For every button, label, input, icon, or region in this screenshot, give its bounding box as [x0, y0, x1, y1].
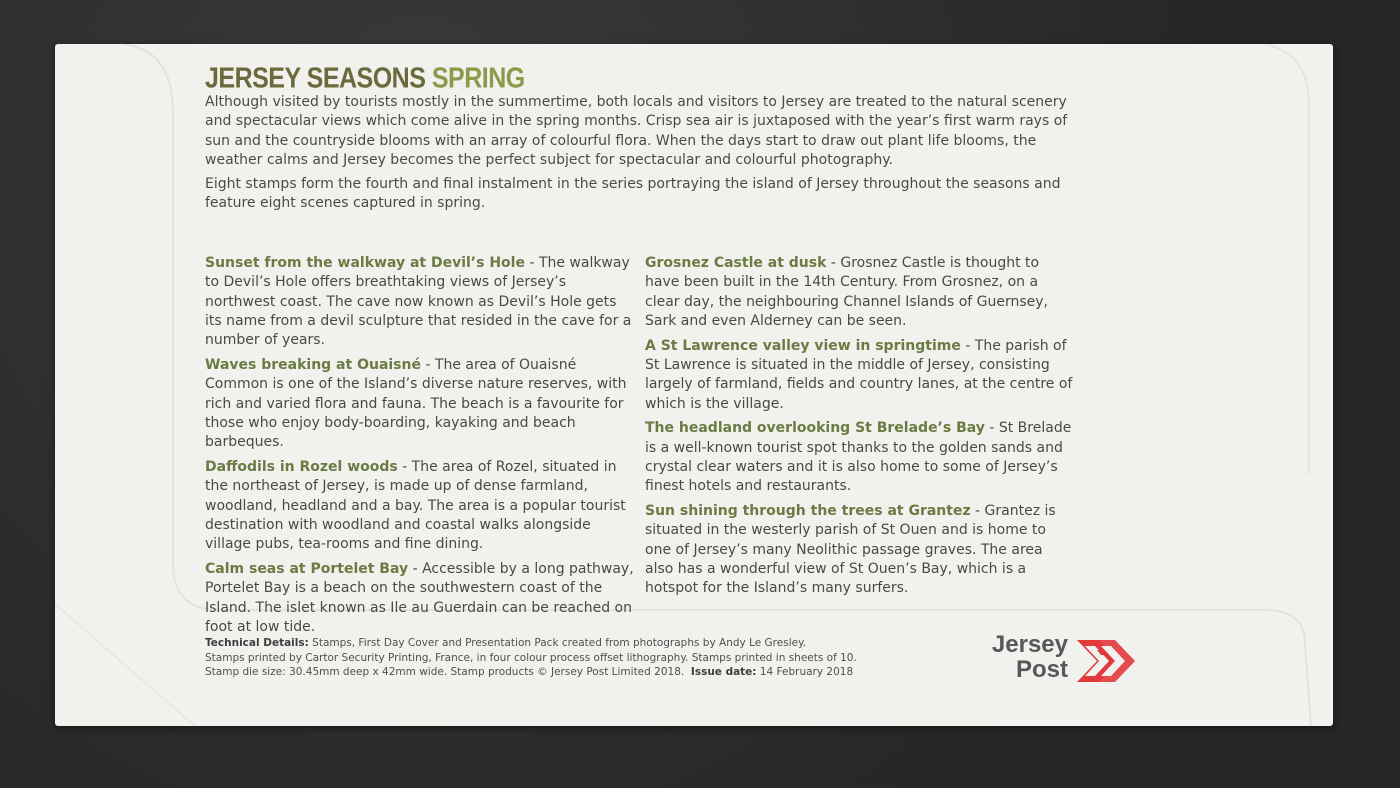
technical-details [205, 636, 905, 680]
logo-line-2: Post [1015, 656, 1068, 683]
technical-text: Stamp die size: 30.45mm deep x 42mm wide. Stamp products © Jersey Post Limited 2018. [205, 666, 685, 678]
double-chevron-arrow-icon [1075, 638, 1137, 684]
logo-line-1: Jersey [991, 631, 1068, 658]
technical-label: Technical Details: [205, 637, 309, 649]
technical-line-1 [205, 636, 905, 651]
stamp-text: - The area of Rozel, situated in the northeast of Jersey, is made up of dense farmland, woodland, headland and a bay. The area is a popular tourist destination with woodland and coastal walks alongside village pubs, tea-rooms and fine dining. [205, 458, 626, 553]
stamp-column-right [645, 254, 1075, 604]
technical-line-2: Stamps printed by Cartor Security Printing, France, in four colour process offset lithography. Stamps printed in sheets of 10. [205, 651, 857, 664]
stamp-text: - Grantez is situated in the westerly parish of St Ouen and is home to one of Jersey’s many Neolithic passage graves. The area also has a wonderful view of St Ouen’s Bay, which is a hotspot for the Island’s many surfers. [645, 503, 1056, 597]
issue-date-label: Issue date: [690, 666, 757, 678]
stamp-description [205, 254, 635, 350]
jersey-post-logo [983, 632, 1143, 690]
stamp-description [645, 419, 1075, 496]
stamp-column-left [205, 254, 635, 643]
stamp-text: - Accessible by a long pathway, Portelet Bay is a beach on the southwestern coast of the Island. The islet known as Ile au Guerdain can be reached on foot at low tide. [205, 560, 634, 635]
stamp-text: - Grosnez Castle is thought to have been built in the 14th Century. From Grosnez, on a clear day, the neighbouring Channel Islands of Guernsey, Sark and even Alderney can be seen. [645, 255, 1049, 329]
intro-paragraph-1: Although visited by tourists mostly in the summertime, both locals and visitors to Jersey are treated to the natural scenery and spectacular views which come alive in the spring months. Crisp sea air is juxtaposed with the year’s first warm rays of sun and the countryside blooms with an array of colourful flora. When the days start to draw out plant life blooms, the weather calms and Jersey becomes the perfect subject for spectacular and colourful photography. [205, 94, 1068, 168]
stamp-heading: Daffodils in Rozel woods [205, 458, 398, 475]
stamp-heading: Sun shining through the trees at Grantez [645, 503, 971, 520]
stamp-heading: The headland overlooking St Brelade’s Bay [645, 420, 985, 437]
main-text-block [205, 62, 1085, 635]
stamp-heading: Grosnez Castle at dusk [645, 255, 827, 271]
page-title [205, 62, 1085, 95]
stamp-description [205, 560, 635, 637]
stamp-text: - The walkway to Devil’s Hole offers breathtaking views of Jersey’s northwest coast. The cave now known as Devil’s Hole gets its name from a devil sculpture that resided in the cave for a number of years. [205, 255, 632, 349]
stamp-text: - The parish of St Lawrence is situated in the middle of Jersey, consisting largely of farmland, fields and country lanes, at the centre of which is the village. [645, 337, 1073, 412]
technical-text: Stamps, First Day Cover and Presentation Pack created from photographs by Andy Le Gresley. [308, 637, 807, 649]
stamp-description [645, 337, 1075, 414]
stamp-text: - St Brelade is a well-known tourist spot thanks to the golden sands and crystal clear waters and it is also home to some of Jersey’s finest hotels and restaurants. [645, 420, 1072, 495]
issue-date: 14 February 2018 [756, 666, 854, 678]
envelope-back [55, 44, 1333, 726]
title-season: SPRING [431, 62, 525, 95]
logo-wordmark [983, 632, 1068, 682]
stamp-heading: Waves breaking at Ouaisné [205, 356, 421, 373]
stamp-description [205, 356, 635, 452]
technical-line-3 [205, 665, 905, 680]
intro-paragraph-2: Eight stamps form the fourth and final instalment in the series portraying the island of Jersey throughout the seasons and feature eight scenes captured in spring. [205, 176, 1061, 212]
title-series: JERSEY SEASONS [205, 62, 426, 95]
stamp-text: - The area of Ouaisné Common is one of the Island’s diverse nature reserves, with rich and varied flora and fauna. The beach is a favourite for those who enjoy body-boarding, kayaking and beach barbeques. [205, 356, 627, 451]
stamp-description [645, 254, 1075, 331]
stamp-heading: Sunset from the walkway at Devil’s Hole [205, 255, 525, 271]
stamp-description [645, 502, 1075, 598]
stamp-heading: A St Lawrence valley view in springtime [645, 337, 961, 354]
stamp-heading: Calm seas at Portelet Bay [205, 560, 409, 577]
stamp-description [205, 458, 635, 554]
